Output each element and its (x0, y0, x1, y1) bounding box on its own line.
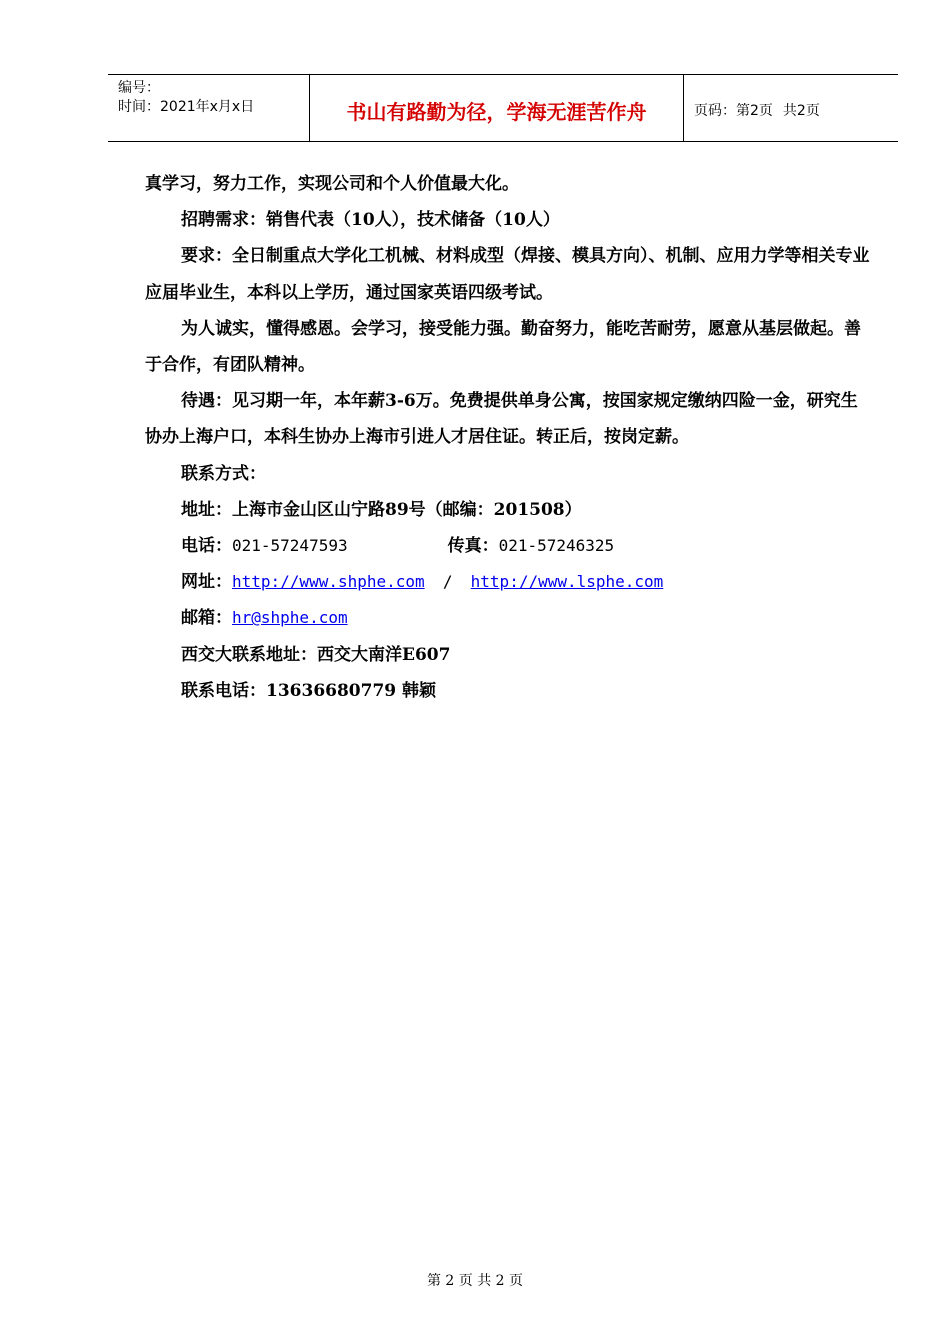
website-link-lsphe[interactable]: http://www.lsphe.com (470, 572, 664, 592)
number-label: 编号： (118, 80, 160, 96)
fax-label: 传真： (447, 536, 499, 557)
contact-heading: 联系方式： (181, 463, 266, 484)
website-separator: / (442, 572, 453, 592)
email-label: 邮箱： (181, 608, 232, 629)
page-info-total: 共2页 (782, 103, 820, 119)
email-line (145, 600, 870, 636)
character-requirements: 为人诚实，懂得感恩。会学习，接受能力强。勤奋努力，能吃苦耐劳，愿意从基层做起。善于合作，有团队精神。 (145, 318, 861, 376)
phone-fax-line (145, 528, 870, 564)
xjtu-address: 西交大联系地址：西交大南洋E607 (181, 644, 451, 665)
paragraph-continuation: 真学习，努力工作，实现公司和个人价值最大化。 (145, 174, 519, 194)
email-link[interactable]: hr@shphe.com (232, 608, 348, 628)
benefits: 待遇：见习期一年，本年薪3-6万。免费提供单身公寓，按国家规定缴纳四险一金，研究生协办上海户口，本科生协办上海市引进人才居住证。转正后，按岗定薪。 (145, 391, 858, 448)
website-line (145, 564, 870, 600)
page-footer: 第 2 页 共 2 页 (426, 1273, 524, 1289)
header-meta (108, 75, 310, 141)
phone-number: 021-57247593 (232, 536, 348, 556)
document-body (145, 166, 870, 709)
time-label: 时间：2021年x月x日 (118, 99, 255, 115)
header-page-info (684, 75, 898, 141)
address: 地址：上海市金山区山宁路89号（邮编：201508） (181, 499, 582, 520)
recruit-needs: 招聘需求：销售代表（10人），技术储备（10人） (181, 210, 560, 231)
requirements: 要求：全日制重点大学化工机械、材料成型（焊接、模具方向）、机制、应用力学等相关专业应届毕业生，本科以上学历，通过国家英语四级考试。 (145, 246, 870, 303)
fax-number: 021-57246325 (498, 536, 615, 556)
header-motto: 书山有路勤为径，学海无涯苦作舟 (310, 75, 684, 141)
page-info-current: 页码：第2页 (694, 103, 773, 119)
website-label: 网址： (181, 572, 232, 593)
contact-phone: 联系电话：13636680779 韩颖 (181, 680, 437, 701)
phone-label: 电话： (181, 536, 232, 557)
page-header (108, 74, 898, 142)
website-link-shphe[interactable]: http://www.shphe.com (232, 572, 425, 592)
